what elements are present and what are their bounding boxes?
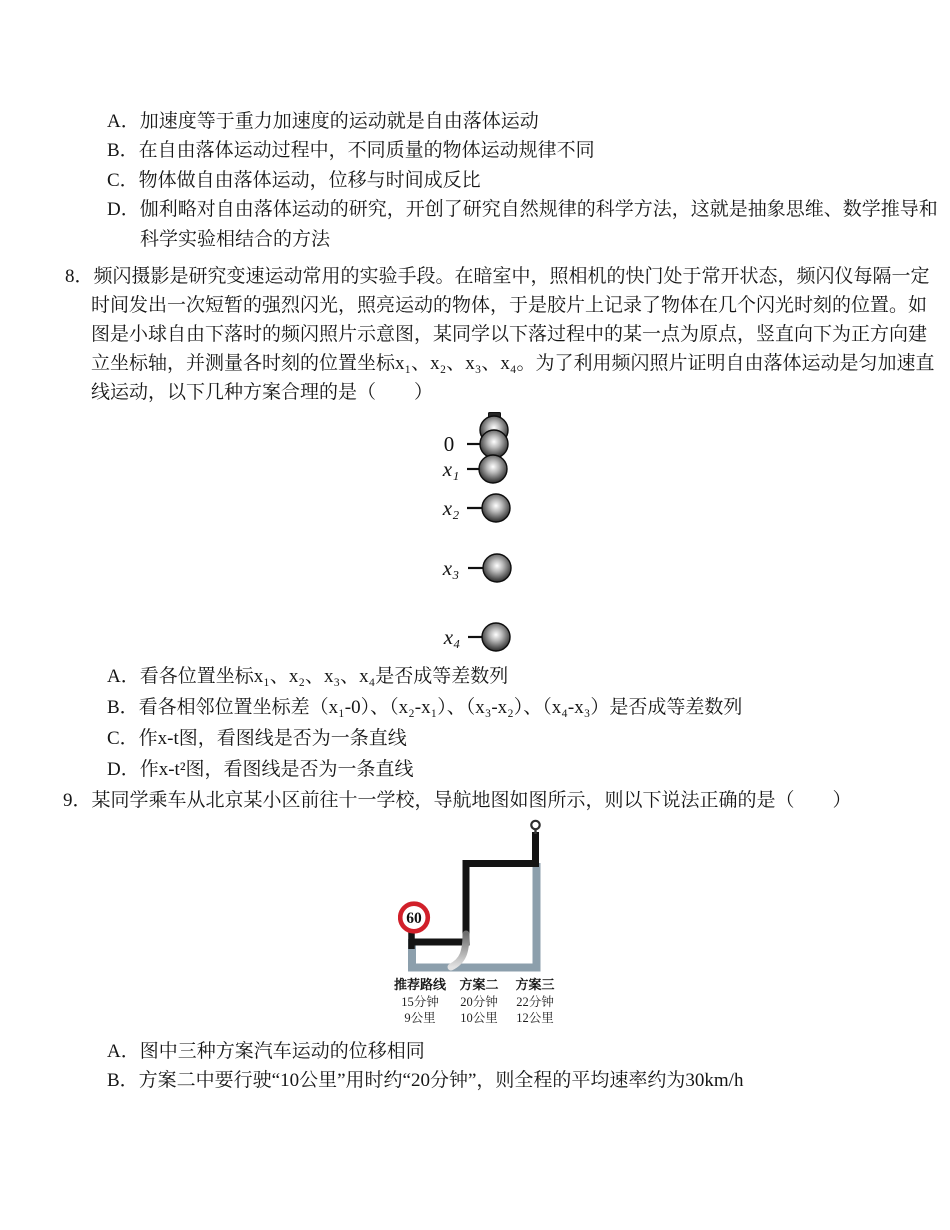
q9-option-a: A．图中三种方案汽车运动的位移相同 xyxy=(107,1041,425,1062)
route-time: 22分钟 xyxy=(516,994,554,1009)
route-name: 推荐路线 xyxy=(393,977,446,992)
q8-option-d: D．作x-t²图，看图线是否为一条直线 xyxy=(107,759,414,780)
q8-option-c: C．作x-t图，看图线是否为一条直线 xyxy=(107,728,407,749)
q8-line-1 xyxy=(65,262,935,291)
ball-x3 xyxy=(483,554,511,582)
route-distance: 10公里 xyxy=(460,1011,498,1025)
question-9-options xyxy=(107,1038,743,1095)
q9-line-1 xyxy=(63,786,852,815)
q9-option-b: B．方案二中要行驶“10公里”用时约“20分钟”，则全程的平均速率约为30km/h xyxy=(107,1069,744,1091)
q8-line-3: 图是小球自由下落时的频闪照片示意图，某同学以下落过程中的某一点为原点，竖直向下为正方向建 xyxy=(91,324,928,345)
route-time: 15分钟 xyxy=(401,994,439,1009)
ball-x1 xyxy=(479,455,507,483)
speed-limit-value: 60 xyxy=(406,910,422,927)
q8-line-2: 时间发出一次短暂的强烈闪光，照亮运动的物体，于是胶片上记录了物体在几个闪光时刻的位置。如 xyxy=(91,295,928,316)
strobe-photo-figure xyxy=(420,406,580,661)
question-8-options xyxy=(107,661,742,785)
route-label-plan3 xyxy=(503,977,567,1027)
label-origin: 0 xyxy=(443,432,455,456)
q7-option-b: B．在自由落体运动过程中，不同质量的物体运动规律不同 xyxy=(107,140,595,162)
q7-option-d: D．伽利略对自由落体运动的研究，开创了研究自然规律的科学方法，这就是抽象思维、数学推导和 xyxy=(107,199,938,221)
label-x4: x₄ xyxy=(443,625,461,649)
route-name: 方案二 xyxy=(459,977,499,992)
q8-number: 8． xyxy=(65,266,94,287)
question-7-options xyxy=(107,107,938,254)
question-9-stem xyxy=(63,786,852,815)
route-distance: 9公里 xyxy=(404,1011,436,1025)
q9-number: 9． xyxy=(63,790,92,811)
q8-line-1-text: 频闪摄影是研究变速运动常用的实验手段。在暗室中，照相机的快门处于常开状态，频闪仪每隔一定 xyxy=(93,266,930,287)
ball-x4 xyxy=(482,623,510,651)
route-time: 20分钟 xyxy=(460,994,498,1009)
q9-text: 某同学乘车从北京某小区前往十一学校，导航地图如图所示，则以下说法正确的是（ ） xyxy=(91,790,852,811)
q7-option-d-continuation: 科学实验相结合的方法 xyxy=(140,228,331,250)
route-recommended-black xyxy=(411,832,536,942)
label-x3: x₃ xyxy=(442,556,460,580)
route-label-plan2 xyxy=(447,977,511,1027)
ball-origin xyxy=(480,430,508,458)
q8-line-4: 立坐标轴，并测量各时刻的位置坐标x₁、x₂、x₃、x₄。为了利用频闪照片证明自由落体运动是匀加速直 xyxy=(91,353,935,374)
label-x2: x₂ xyxy=(442,496,460,520)
route-label-recommended xyxy=(388,977,452,1027)
q8-option-a: A．看各位置坐标x₁、x₂、x₃、x₄是否成等差数列 xyxy=(107,666,509,687)
label-x1: x₁ xyxy=(442,457,460,481)
q8-line-5: 线运动，以下几种方案合理的是（ ） xyxy=(91,382,434,403)
q7-option-c: C．物体做自由落体运动，位移与时间成反比 xyxy=(107,169,481,191)
route-distance: 12公里 xyxy=(516,1011,554,1025)
ball-x2 xyxy=(482,494,510,522)
destination-pin-icon xyxy=(531,821,539,829)
route-plan3-grey xyxy=(412,863,537,968)
route-name: 方案三 xyxy=(515,977,555,992)
q7-option-a: A．加速度等于重力加速度的运动就是自由落体运动 xyxy=(107,111,539,132)
q8-option-b: B．看各相邻位置坐标差（x₁-0）、（x₂-x₁）、（x₃-x₂）、（x₄-x₃）是否成等差数列 xyxy=(107,697,743,718)
navigation-map-figure xyxy=(398,818,548,976)
question-8-stem xyxy=(65,262,935,407)
